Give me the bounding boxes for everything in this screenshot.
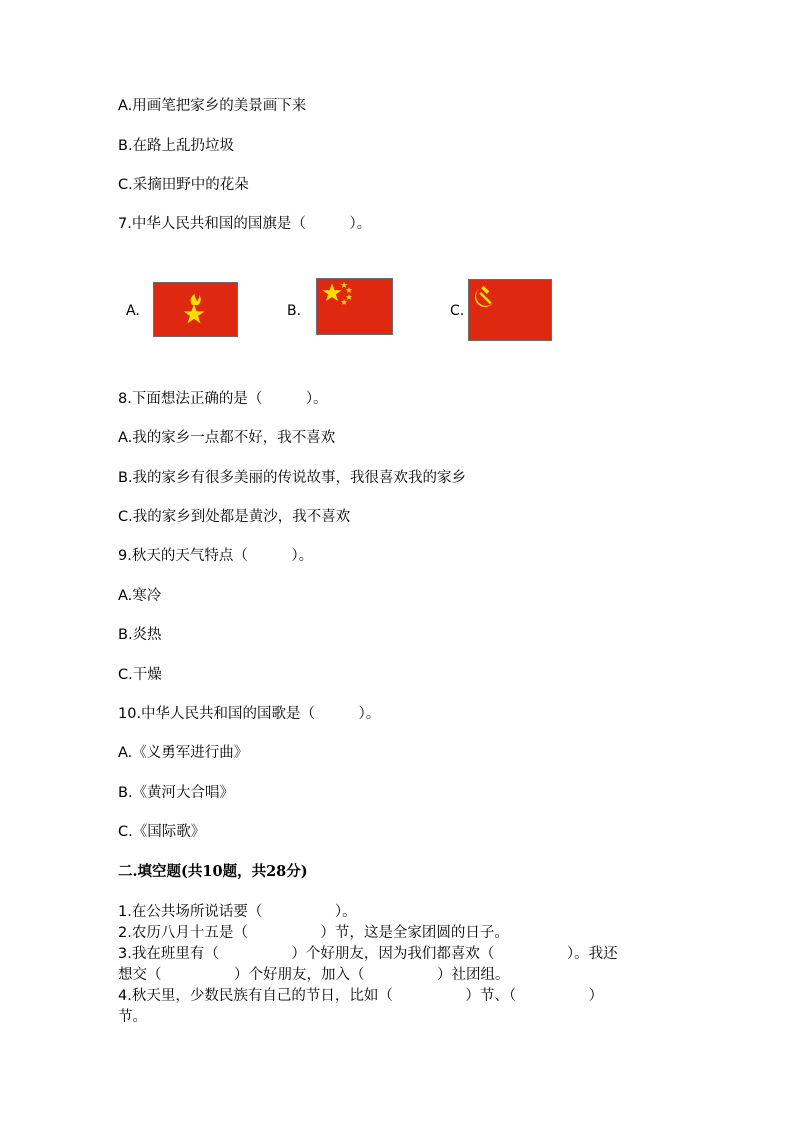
five-star-red-flag-icon xyxy=(317,279,392,334)
q7-flag-label-b: B. xyxy=(287,303,302,319)
q10-question: 10.中华人民共和国的国歌是（ ）。 xyxy=(118,706,381,722)
hammer-sickle-emblem xyxy=(469,280,551,340)
party-flag-icon xyxy=(469,280,551,340)
q7-flag-label-c: C. xyxy=(450,303,465,319)
young-pioneers-emblem xyxy=(154,283,237,336)
fill-line-4: 想交（ ）个好朋友，加入（ ）社团组。 xyxy=(118,967,510,983)
q6-option-a: A.用画笔把家乡的美景画下来 xyxy=(118,98,307,114)
fill-line-1: 1.在公共场所说话要（ ）。 xyxy=(118,904,357,920)
q8-option-b: B.我的家乡有很多美丽的传说故事，我很喜欢我的家乡 xyxy=(118,470,467,486)
q8-option-a: A.我的家乡一点都不好，我不喜欢 xyxy=(118,430,336,446)
fill-line-2: 2.农历八月十五是（ ）节，这是全家团圆的日子。 xyxy=(118,925,509,941)
q10-option-c: C.《国际歌》 xyxy=(118,824,206,840)
fill-line-5: 4.秋天里，少数民族有自己的节日，比如（ ）节、（ ） xyxy=(118,988,604,1004)
q10-option-a: A.《义勇军进行曲》 xyxy=(118,745,249,761)
fill-line-6: 节。 xyxy=(118,1009,147,1025)
q9-option-b: B.炎热 xyxy=(118,627,162,643)
q7-question: 7.中华人民共和国的国旗是（ ）。 xyxy=(118,216,372,232)
q8-question: 8.下面想法正确的是（ ）。 xyxy=(118,391,328,407)
section2-heading: 二.填空题(共10题，共28分) xyxy=(118,863,308,880)
q6-option-c: C.采摘田野中的花朵 xyxy=(118,177,249,193)
q9-question: 9.秋天的天气特点（ ）。 xyxy=(118,548,314,564)
q7-flag-label-a: A. xyxy=(126,303,140,319)
young-pioneers-flag-icon xyxy=(154,283,237,336)
five-stars xyxy=(317,279,392,334)
q8-option-c: C.我的家乡到处都是黄沙，我不喜欢 xyxy=(118,509,351,525)
q10-option-b: B.《黄河大合唱》 xyxy=(118,785,235,801)
fill-line-3: 3.我在班里有（ ）个好朋友，因为我们都喜欢（ ）。我还 xyxy=(118,946,618,962)
q9-option-c: C.干燥 xyxy=(118,667,162,683)
q6-option-b: B.在路上乱扔垃圾 xyxy=(118,138,235,154)
q9-option-a: A.寒冷 xyxy=(118,588,162,604)
